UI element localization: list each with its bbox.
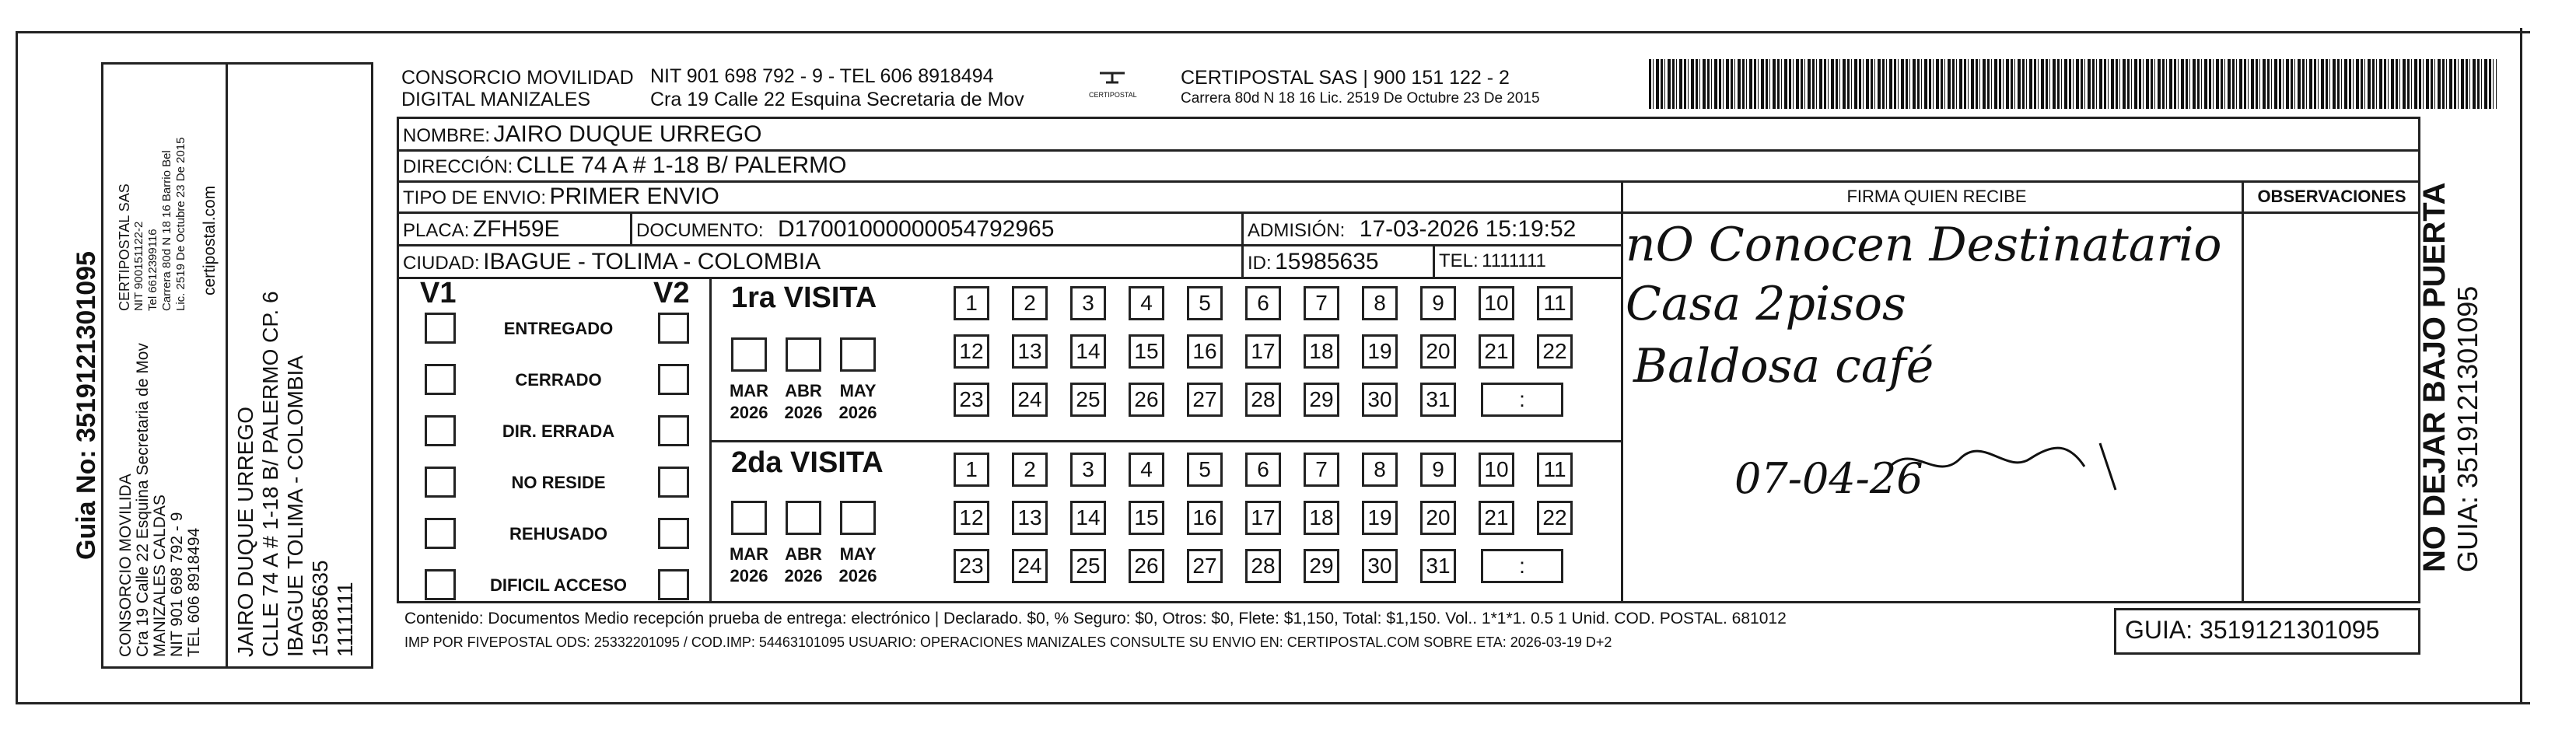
handwritten-date: 07-04-26: [1734, 454, 1923, 503]
day-box[interactable]: 31: [1420, 549, 1456, 583]
v1-checkbox[interactable]: [425, 518, 456, 549]
signature-scribble: [1882, 435, 2131, 498]
month-checkbox[interactable]: [731, 501, 767, 535]
direccion-label: DIRECCIÓN:: [403, 156, 513, 177]
placa-value: ZFH59E: [472, 216, 560, 242]
day-box[interactable]: 1: [954, 453, 989, 487]
logo-icon: [1097, 68, 1128, 87]
month-label: MAR: [729, 381, 769, 400]
day-box[interactable]: 17: [1245, 334, 1281, 369]
stub-company-line: CONSORCIO MOVILIDA: [117, 474, 135, 657]
stub-company-line: NIT 901 698 792 - 9: [168, 512, 186, 657]
year-label: 2026: [730, 403, 768, 422]
day-box[interactable]: 9: [1420, 286, 1456, 320]
day-box[interactable]: 21: [1479, 501, 1514, 535]
month-checkbox[interactable]: [786, 501, 821, 535]
year-label: 2026: [784, 566, 823, 585]
day-box[interactable]: 14: [1070, 334, 1106, 369]
stub-website: certipostal.com: [201, 185, 219, 295]
day-box[interactable]: 25: [1070, 383, 1106, 417]
second-visit-label: 2da VISITA: [731, 446, 884, 479]
direccion-row: [403, 152, 846, 179]
day-box[interactable]: 15: [1129, 501, 1164, 535]
day-box[interactable]: 16: [1187, 501, 1223, 535]
documento-value: D17001000000054792965: [778, 216, 1055, 242]
day-box[interactable]: 11: [1537, 286, 1573, 320]
day-box[interactable]: 31: [1420, 383, 1456, 417]
month-checkbox[interactable]: [840, 501, 876, 535]
stub-recipient-city: IBAGUE TOLIMA - COLOMBIA: [283, 355, 307, 657]
v2-checkbox[interactable]: [658, 569, 689, 600]
day-box[interactable]: 30: [1362, 549, 1398, 583]
month-label: ABR: [785, 381, 822, 400]
direccion-value: CLLE 74 A # 1-18 B/ PALERMO: [516, 152, 847, 178]
stub-company-line: MANIZALES CALDAS: [151, 495, 169, 657]
footer-imp: IMP POR FIVEPOSTAL ODS: 25332201095 / COD.IMP: 54463101095 USUARIO: OPERACIONES MANIZALES CONSULTE SU ENVIO EN: CERTIPOSTAL.COM SOBRE ETA: 2026-03-19 D+2: [404, 634, 1612, 650]
footer-guia: GUIA: 3519121301095: [2125, 616, 2380, 644]
day-box[interactable]: 6: [1245, 453, 1281, 487]
day-box[interactable]: 13: [1012, 501, 1048, 535]
footer-contents: Contenido: Documentos Medio recepción prueba de entrega: electrónico | Declarado. $0, % Seguro: $0, Otros: $0, Flete: $1,150, Total: $1,150. Vol.. 1*1*1. 0.5 1 Unid. COD. POSTAL. 681012: [404, 610, 1787, 627]
day-box[interactable]: 29: [1304, 383, 1339, 417]
v2-checkbox[interactable]: [658, 364, 689, 395]
day-box[interactable]: 14: [1070, 501, 1106, 535]
day-box[interactable]: 12: [954, 334, 989, 369]
nombre-label: NOMBRE:: [403, 125, 491, 146]
v2-label: V2: [653, 277, 690, 309]
nombre-value: JAIRO DUQUE URREGO: [493, 121, 762, 147]
day-box[interactable]: 23: [954, 383, 989, 417]
documento-row: [636, 216, 1054, 243]
time-box[interactable]: :: [1481, 383, 1563, 417]
reason-label: DIR. ERRADA: [502, 421, 615, 441]
certipostal-logo: CERTIPOSTAL: [1089, 68, 1136, 99]
day-box[interactable]: 26: [1129, 549, 1164, 583]
v1-checkbox[interactable]: [425, 467, 456, 498]
month-label: MAY: [839, 544, 877, 564]
sender-nit: NIT 901 698 792 - 9 - TEL 606 8918494: [650, 65, 994, 87]
v2-checkbox[interactable]: [658, 467, 689, 498]
day-box[interactable]: 7: [1304, 453, 1339, 487]
day-box[interactable]: 12: [954, 501, 989, 535]
day-box[interactable]: 8: [1362, 453, 1398, 487]
handwritten-note-2: Casa 2pisos: [1626, 277, 1906, 331]
day-box[interactable]: 19: [1362, 501, 1398, 535]
stub-certipostal-line: CERTIPOSTAL SAS: [117, 184, 132, 311]
stub-company-line: TEL 606 8918494: [185, 527, 203, 657]
reason-label: ENTREGADO: [503, 319, 614, 338]
day-box[interactable]: 28: [1245, 549, 1281, 583]
day-box[interactable]: 10: [1479, 453, 1514, 487]
day-box[interactable]: 13: [1012, 334, 1048, 369]
id-label: ID:: [1248, 253, 1272, 274]
year-label: 2026: [784, 403, 823, 422]
day-box[interactable]: 2: [1012, 453, 1048, 487]
day-box[interactable]: 1: [954, 286, 989, 320]
stub-certipostal-line: Tel 6612399116: [146, 229, 159, 311]
day-box[interactable]: 16: [1187, 334, 1223, 369]
v1-label: V1: [420, 277, 457, 309]
nombre-row: [403, 121, 762, 148]
month-label: MAR: [729, 544, 769, 564]
day-box[interactable]: 25: [1070, 549, 1106, 583]
day-box[interactable]: 8: [1362, 286, 1398, 320]
v2-checkbox[interactable]: [658, 313, 689, 344]
day-box[interactable]: 22: [1537, 501, 1573, 535]
day-box[interactable]: 9: [1420, 453, 1456, 487]
day-box[interactable]: 4: [1129, 286, 1164, 320]
day-box[interactable]: 29: [1304, 549, 1339, 583]
stub-recipient-id: 15985635: [308, 560, 332, 657]
ciudad-label: CIUDAD:: [403, 253, 480, 274]
month-checkbox[interactable]: [786, 337, 821, 372]
month-label: ABR: [785, 544, 822, 564]
ciudad-row: [403, 249, 821, 275]
placa-row: [403, 216, 560, 243]
day-box[interactable]: 18: [1304, 334, 1339, 369]
stub-certipostal-line: Carrera 80d N 18 16 Barrio Bel: [160, 150, 173, 311]
day-box[interactable]: 27: [1187, 549, 1223, 583]
day-box[interactable]: 6: [1245, 286, 1281, 320]
stub-guia-number: Guia No: 3519121301095: [72, 251, 101, 560]
month-label: MAY: [839, 381, 877, 400]
admision-label: ADMISIÓN:: [1248, 220, 1346, 241]
reason-label: REHUSADO: [509, 524, 607, 544]
no-dejar-warning: NO DEJAR BAJO PUERTA: [2417, 182, 2452, 572]
sender-name: CONSORCIO MOVILIDAD: [401, 67, 634, 89]
v2-checkbox[interactable]: [658, 518, 689, 549]
day-box[interactable]: 10: [1479, 286, 1514, 320]
first-visit-label: 1ra VISITA: [731, 281, 877, 314]
day-box[interactable]: 28: [1245, 383, 1281, 417]
day-box[interactable]: 17: [1245, 501, 1281, 535]
v1-checkbox[interactable]: [425, 313, 456, 344]
handwritten-note-3: Baldosa café: [1633, 339, 1934, 393]
tipo-envio-label: TIPO DE ENVIO:: [403, 187, 547, 208]
stub-certipostal-line: NIT 900151122-2: [132, 221, 145, 311]
reason-label: NO RESIDE: [511, 473, 606, 492]
day-box[interactable]: 22: [1537, 334, 1573, 369]
tel-row: [1439, 250, 1546, 272]
tipo-envio-value: PRIMER ENVIO: [549, 184, 719, 209]
day-box[interactable]: 5: [1187, 453, 1223, 487]
sender-name-2: DIGITAL MANIZALES: [401, 89, 591, 110]
day-box[interactable]: 3: [1070, 453, 1106, 487]
side-guia: GUIA: 3519121301095: [2452, 285, 2483, 572]
day-box[interactable]: 11: [1537, 453, 1573, 487]
year-label: 2026: [730, 566, 768, 585]
firma-label: FIRMA QUIEN RECIBE: [1846, 187, 2027, 206]
documento-label: DOCUMENTO:: [636, 220, 764, 241]
ciudad-value: IBAGUE - TOLIMA - COLOMBIA: [483, 249, 821, 274]
day-box[interactable]: 4: [1129, 453, 1164, 487]
id-row: [1248, 249, 1379, 275]
v1-checkbox[interactable]: [425, 569, 456, 600]
year-label: 2026: [838, 403, 877, 422]
year-label: 2026: [838, 566, 877, 585]
carrier-address: Carrera 80d N 18 16 Lic. 2519 De Octubre 23 De 2015: [1181, 90, 1540, 107]
stub-certipostal-line: Lic. 2519 De Octubre 23 De 2015: [174, 137, 187, 311]
reason-label: DIFICIL ACCESO: [489, 575, 627, 595]
handwritten-note-1: nO Conocen Destinatario: [1626, 218, 2222, 272]
month-checkbox[interactable]: [840, 337, 876, 372]
day-box[interactable]: 21: [1479, 334, 1514, 369]
day-box[interactable]: 23: [954, 549, 989, 583]
admision-row: [1248, 216, 1576, 243]
v1-checkbox[interactable]: [425, 415, 456, 446]
tipo-envio-row: [403, 184, 719, 210]
day-box[interactable]: 15: [1129, 334, 1164, 369]
day-box[interactable]: 2: [1012, 286, 1048, 320]
stub-recipient-phone: 1111111: [333, 582, 357, 657]
tel-value: 1111111: [1482, 250, 1546, 271]
placa-label: PLACA:: [403, 220, 470, 241]
reason-label: CERRADO: [515, 370, 602, 390]
id-value: 15985635: [1275, 249, 1379, 274]
v2-checkbox[interactable]: [658, 415, 689, 446]
day-box[interactable]: 27: [1187, 383, 1223, 417]
v1-checkbox[interactable]: [425, 364, 456, 395]
day-box[interactable]: 20: [1420, 334, 1456, 369]
month-checkbox[interactable]: [731, 337, 767, 372]
time-box[interactable]: :: [1481, 549, 1563, 583]
day-box[interactable]: 7: [1304, 286, 1339, 320]
stub-recipient-name: JAIRO DUQUE URREGO: [233, 406, 257, 657]
carrier-name: CERTIPOSTAL SAS | 900 151 122 - 2: [1181, 67, 1510, 89]
day-box[interactable]: 5: [1187, 286, 1223, 320]
day-box[interactable]: 19: [1362, 334, 1398, 369]
observaciones-label: OBSERVACIONES: [2257, 187, 2406, 206]
day-box[interactable]: 24: [1012, 549, 1048, 583]
day-box[interactable]: 20: [1420, 501, 1456, 535]
admision-value: 17-03-2026 15:19:52: [1359, 216, 1577, 242]
day-box[interactable]: 26: [1129, 383, 1164, 417]
barcode: [1649, 59, 2497, 109]
day-box[interactable]: 30: [1362, 383, 1398, 417]
label-tab-edge: [2520, 28, 2567, 703]
tel-label: TEL:: [1439, 250, 1479, 271]
sender-address: Cra 19 Calle 22 Esquina Secretaria de Mov: [650, 89, 1024, 110]
day-box[interactable]: 3: [1070, 286, 1106, 320]
day-box[interactable]: 24: [1012, 383, 1048, 417]
stub-company-line: Cra 19 Calle 22 Esquina Secretaria de Mov: [134, 343, 152, 657]
day-box[interactable]: 18: [1304, 501, 1339, 535]
stub-recipient-address: CLLE 74 A # 1-18 B/ PALERMO CP. 6: [258, 291, 282, 657]
